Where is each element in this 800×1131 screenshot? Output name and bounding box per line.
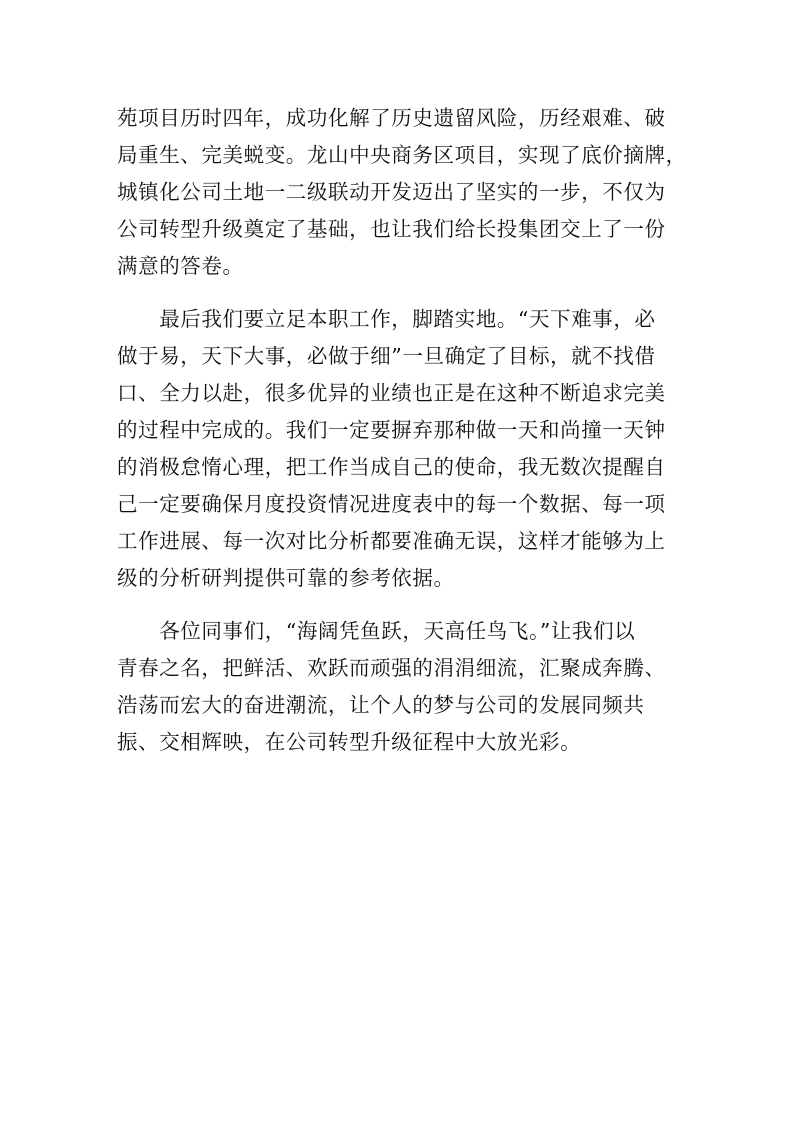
text-line: 浩荡而宏大的奋进潮流，让个人的梦与公司的发展同频共	[117, 693, 645, 717]
text-line: 各位同事们，“海阔凭鱼跃，天高任鸟飞。”让我们以	[117, 619, 636, 643]
text-line: 苑项目历时四年，成功化解了历史遗留风险，历经艰难、破	[117, 106, 666, 130]
text-line: 级的分析研判提供可靠的参考依据。	[117, 566, 455, 590]
text-line: 的过程中完成的。我们一定要摒弃那种做一天和尚撞一天钟	[117, 418, 666, 442]
text-line: 公司转型升级奠定了基础，也让我们给长投集团交上了一份	[117, 217, 666, 241]
paragraph-3	[117, 613, 687, 761]
text-line: 最后我们要立足本职工作，脚踏实地。“天下难事，必	[117, 307, 656, 331]
text-line: 青春之名，把鲜活、欢跃而顽强的涓涓细流，汇聚成奔腾、	[117, 656, 666, 680]
paragraph-2	[117, 301, 687, 597]
text-line: 城镇化公司土地一二级联动开发迈出了坚实的一步，不仅为	[117, 180, 666, 204]
text-line: 口、全力以赴，很多优异的业绩也正是在这种不断追求完美	[117, 381, 666, 405]
text-line: 振、交相辉映，在公司转型升级征程中大放光彩。	[117, 730, 582, 754]
text-line: 局重生、完美蜕变。龙山中央商务区项目，实现了底价摘牌，	[117, 143, 687, 167]
text-line: 己一定要确保月度投资情况进度表中的每一个数据、每一项	[117, 492, 666, 516]
text-line: 满意的答卷。	[117, 254, 244, 278]
text-line: 工作进展、每一次对比分析都要准确无误，这样才能够为上	[117, 529, 666, 553]
text-line: 的消极怠惰心理，把工作当成自己的使命，我无数次提醒自	[117, 455, 666, 479]
text-line: 做于易，天下大事，必做于细”一旦确定了目标，就不找借	[117, 344, 656, 368]
document-body	[117, 100, 687, 777]
paragraph-1	[117, 100, 687, 285]
